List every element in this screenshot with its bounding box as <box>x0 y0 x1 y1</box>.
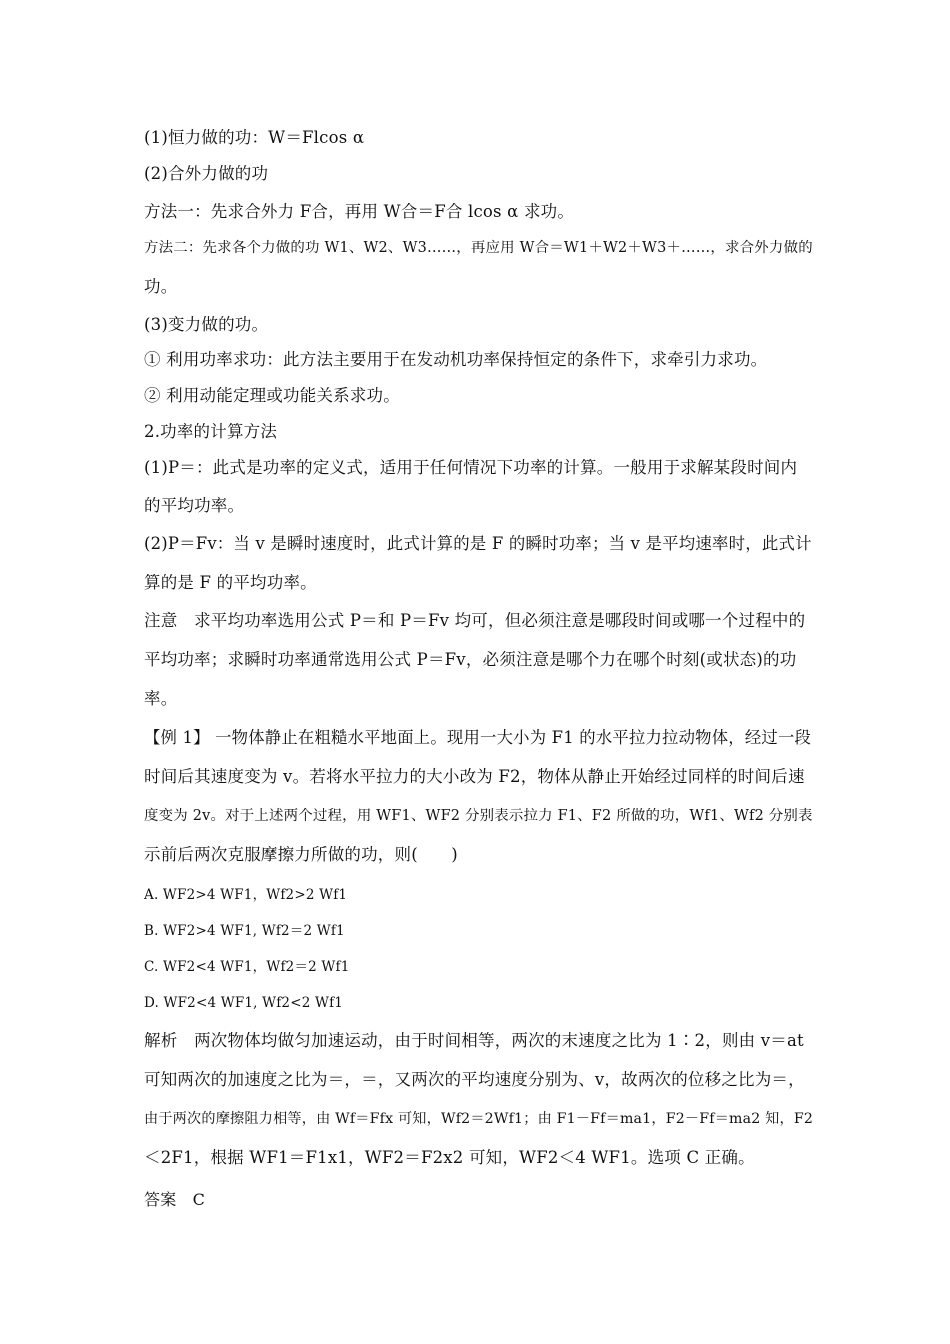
method-two-line-cont: 功。 <box>144 277 178 296</box>
example-line-3: 度变为 2v。对于上述两个过程，用 WF1、WF2 分别表示拉力 F1、F2 所做的功，Wf1、Wf2 分别表 <box>144 808 813 824</box>
analysis-line-1: 解析 两次物体均做匀加速运动，由于时间相等，两次的末速度之比为 1∶2，则由 v＝at <box>144 1031 804 1050</box>
power-fv-line: (2)P＝Fv：当 v 是瞬时速度时，此式计算的是 F 的瞬时功率；当 v 是平均速率时，此式计 <box>144 534 812 553</box>
power-definition-line: (1)P＝：此式是功率的定义式，适用于任何情况下功率的计算。一般用于求解某段时间内 <box>144 458 798 477</box>
example-line-1: 【例 1】 一物体静止在粗糙水平地面上。现用一大小为 F1 的水平拉力拉动物体，经过一段 <box>144 728 812 747</box>
variable-force-heading: (3)变力做的功。 <box>144 315 269 334</box>
option-b: B. WF2>4 WF1, Wf2＝2 Wf1 <box>144 923 345 939</box>
power-fv-line-cont: 算的是 F 的平均功率。 <box>144 573 317 592</box>
power-calc-heading: 2.功率的计算方法 <box>144 422 278 441</box>
method-two-line: 方法二：先求各个力做的功 W1、W2、W3……，再应用 W合＝W1＋W2＋W3＋……，求合外力做的 <box>144 240 813 256</box>
analysis-line-2: 可知两次的加速度之比为＝，＝，又两次的平均速度分别为、v，故两次的位移之比为＝， <box>144 1070 805 1089</box>
power-method-line: ① 利用功率求功：此方法主要用于在发动机功率保持恒定的条件下，求牵引力求功。 <box>144 350 768 369</box>
option-a: A. WF2>4 WF1，Wf2>2 Wf1 <box>144 887 348 903</box>
note-line-1: 注意 求平均功率选用公式 P＝和 P＝Fv 均可，但必须注意是哪段时间或哪一个过程中的 <box>144 611 806 630</box>
net-force-work-heading: (2)合外力做的功 <box>144 164 269 183</box>
energy-theorem-line: ② 利用动能定理或功能关系求功。 <box>144 386 400 405</box>
note-line-2: 平均功率；求瞬时功率通常选用公式 P＝Fv，必须注意是哪个力在哪个时刻(或状态)的功 <box>144 650 797 669</box>
analysis-line-4: ＜2F1，根据 WF1＝F1x1，WF2＝F2x2 可知，WF2＜4 WF1。选项 C 正确。 <box>144 1148 755 1167</box>
example-line-2: 时间后其速度变为 v。若将水平拉力的大小改为 F2，物体从静止开始经过同样的时间后速 <box>144 767 805 786</box>
power-definition-line-cont: 的平均功率。 <box>144 496 245 515</box>
option-d: D. WF2<4 WF1, Wf2<2 Wf1 <box>144 995 344 1011</box>
method-one-line: 方法一：先求合外力 F合，再用 W合＝F合 lcos α 求功。 <box>144 202 575 221</box>
answer-line: 答案 C <box>144 1190 206 1209</box>
analysis-line-3: 由于两次的摩擦阻力相等，由 Wf＝Ffx 可知，Wf2＝2Wf1；由 F1－Ff＝ma1，F2－Ff＝ma2 知，F2 <box>144 1111 814 1127</box>
constant-force-work-line: (1)恒力做的功：W＝Flcos α <box>144 128 365 147</box>
note-line-3: 率。 <box>144 689 178 708</box>
example-line-4: 示前后两次克服摩擦力所做的功，则( ) <box>144 845 458 864</box>
option-c: C. WF2<4 WF1，Wf2＝2 Wf1 <box>144 959 350 975</box>
